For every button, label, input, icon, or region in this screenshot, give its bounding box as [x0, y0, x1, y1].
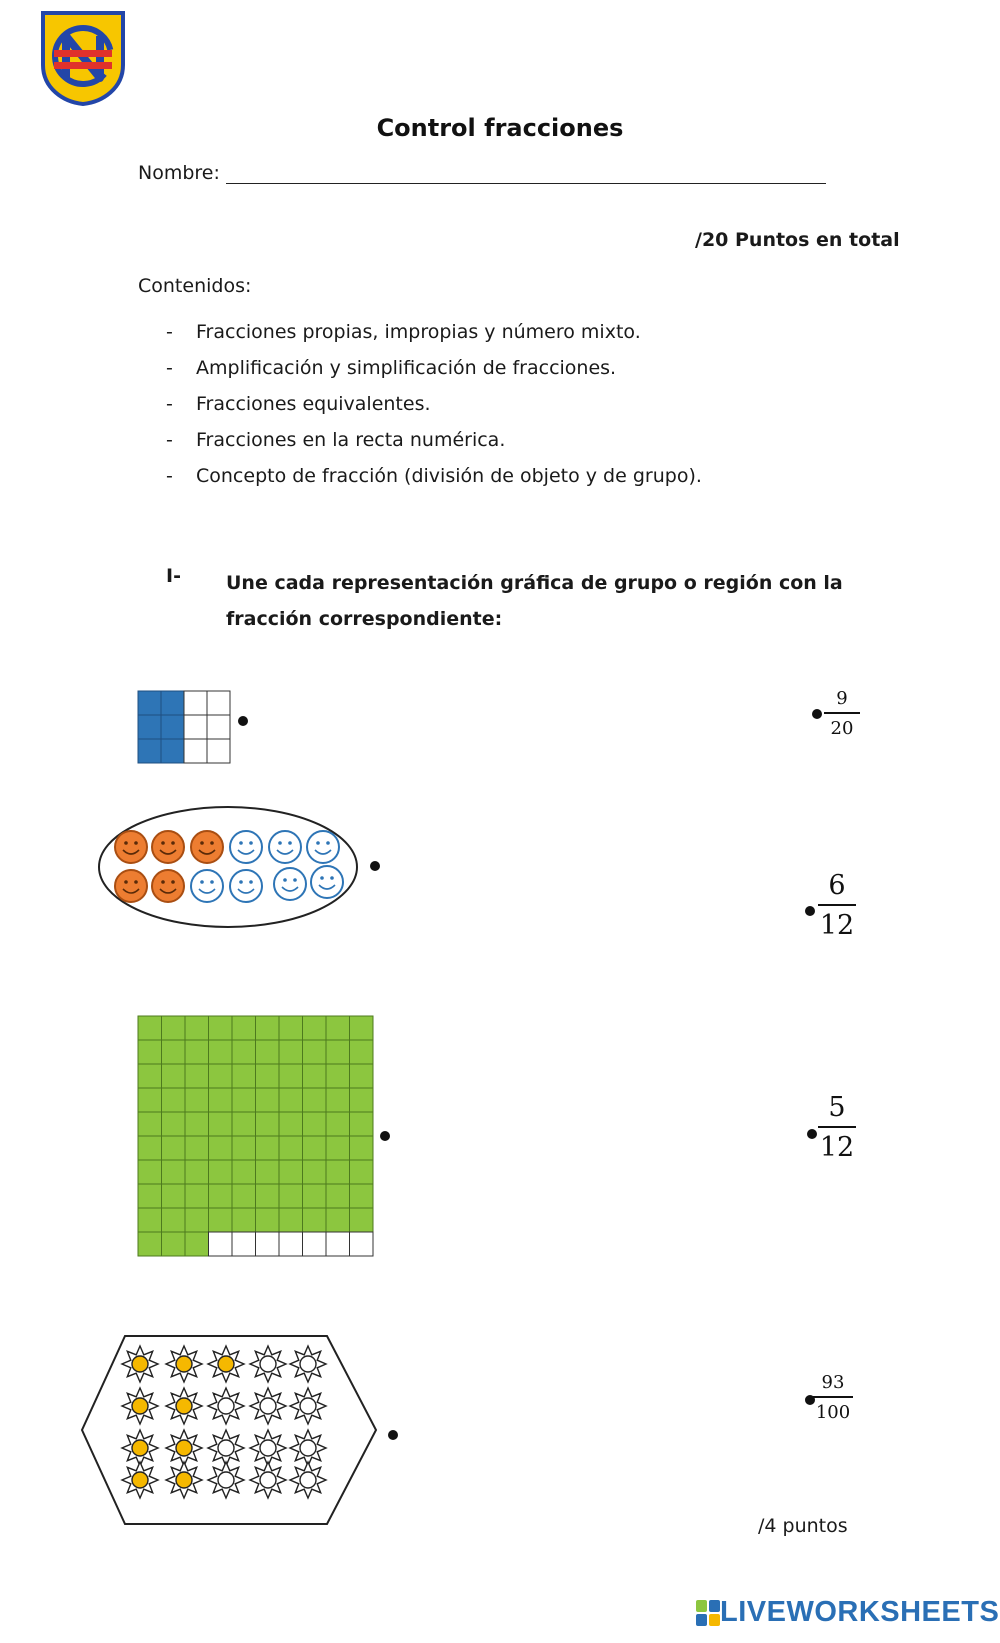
grid-cell-shaded [185, 1208, 209, 1232]
faces-figure [96, 804, 366, 934]
list-item [166, 350, 702, 386]
match-dot-right[interactable] [805, 906, 815, 916]
grid-cell-shaded [326, 1088, 350, 1112]
fraction-denominator: 12 [819, 909, 855, 941]
grid-cell-shaded [232, 1112, 256, 1136]
match-dot-right[interactable] [807, 1129, 817, 1139]
grid-cell-shaded [303, 1064, 327, 1088]
sun-icon-outline [290, 1462, 326, 1498]
fraction-numerator: 6 [828, 870, 846, 901]
grid-cell-shaded [232, 1040, 256, 1064]
grid-cell-shaded [185, 1232, 209, 1256]
grid-cell-shaded [209, 1112, 233, 1136]
grid-cell-shaded [138, 1016, 162, 1040]
sun-icon-outline [250, 1388, 286, 1424]
list-item [166, 458, 702, 494]
liveworksheets-logo [696, 1596, 999, 1629]
grid-cell-shaded [303, 1016, 327, 1040]
fraction-5-12 [818, 1092, 856, 1163]
fraction-numerator: 5 [828, 1092, 846, 1123]
grid-cell-shaded [162, 1184, 186, 1208]
grid-cell-shaded [256, 1136, 280, 1160]
grid-cell-shaded [256, 1184, 280, 1208]
grid-cell-shaded [185, 1064, 209, 1088]
suns-figure [80, 1334, 380, 1534]
grid-cell-shaded [279, 1064, 303, 1088]
grid-cell-shaded [279, 1040, 303, 1064]
grid-cell-shaded [303, 1184, 327, 1208]
list-item-text: Fracciones equivalentes. [196, 393, 431, 415]
fraction-denominator: 12 [819, 1131, 855, 1163]
grid-cell-shaded [185, 1184, 209, 1208]
smiley-icon-outline [230, 870, 262, 902]
fraction-denominator: 100 [815, 1401, 851, 1423]
question-number: I- [166, 565, 181, 587]
grid-cell-shaded [209, 1160, 233, 1184]
grid-cell-shaded [350, 1160, 374, 1184]
grid-cell [350, 1232, 374, 1256]
grid-cell-shaded [350, 1112, 374, 1136]
smiley-icon-outline [274, 868, 306, 900]
grid-cell-shaded [326, 1040, 350, 1064]
grid-cell-shaded [162, 1208, 186, 1232]
sun-icon-yellow [166, 1346, 202, 1382]
grid-cell-shaded [256, 1088, 280, 1112]
grid-cell [207, 691, 230, 715]
grid-cell-shaded [326, 1136, 350, 1160]
grid-cell-shaded [209, 1136, 233, 1160]
match-dot-right[interactable] [812, 709, 822, 719]
grid-cell-shaded [161, 691, 184, 715]
question-text: Une cada representación gráfica de grupo o región con la fracción correspondiente: [226, 572, 843, 630]
grid-cell [326, 1232, 350, 1256]
liveworksheets-icon [696, 1600, 720, 1626]
grid-cell-shaded [185, 1040, 209, 1064]
grid-cell-shaded [138, 1184, 162, 1208]
grid-cell [184, 739, 207, 763]
grid-cell-shaded [232, 1016, 256, 1040]
fraction-bar [818, 904, 856, 906]
smiley-icon-orange [115, 831, 147, 863]
list-item [166, 422, 702, 458]
grid-cell [207, 739, 230, 763]
grid-cell-shaded [232, 1208, 256, 1232]
sun-icon-yellow [122, 1462, 158, 1498]
contents-label: Contenidos: [138, 275, 252, 297]
smiley-icon-outline [191, 870, 223, 902]
fraction-6-12 [818, 870, 856, 941]
question-points: /4 puntos [758, 1515, 848, 1537]
hundred-grid-figure [137, 1015, 377, 1265]
fraction-9-20 [824, 688, 860, 739]
grid-cell-shaded [303, 1136, 327, 1160]
group-ellipse [99, 807, 357, 927]
grid-cell-shaded [138, 739, 161, 763]
grid-cell-shaded [256, 1112, 280, 1136]
total-points: /20 Puntos en total [695, 229, 900, 251]
match-dot-left[interactable] [388, 1430, 398, 1440]
grid-cell-shaded [303, 1088, 327, 1112]
grid-cell-shaded [185, 1088, 209, 1112]
grid-cell-shaded [138, 715, 161, 739]
grid-cell-shaded [138, 1112, 162, 1136]
grid-cell [207, 715, 230, 739]
match-dot-left[interactable] [380, 1131, 390, 1141]
grid-cell-shaded [279, 1136, 303, 1160]
grid-cell-shaded [138, 1088, 162, 1112]
list-item-text: Fracciones propias, impropias y número mixto. [196, 321, 641, 343]
grid-cell-shaded [303, 1208, 327, 1232]
grid-cell [303, 1232, 327, 1256]
grid-cell-shaded [326, 1208, 350, 1232]
smiley-icon-outline [311, 866, 343, 898]
grid-cell-shaded [138, 1064, 162, 1088]
grid-cell-shaded [138, 1232, 162, 1256]
smiley-icon-orange [191, 831, 223, 863]
grid-cell-shaded [232, 1160, 256, 1184]
grid-cell-shaded [138, 1208, 162, 1232]
grid-cell-shaded [279, 1088, 303, 1112]
grid-cell-shaded [279, 1184, 303, 1208]
name-label: Nombre: [138, 162, 220, 184]
sun-icon-outline [250, 1346, 286, 1382]
name-field [138, 162, 826, 184]
grid-cell-shaded [279, 1112, 303, 1136]
grid-cell-shaded [185, 1160, 209, 1184]
grid-cell-shaded [161, 739, 184, 763]
fraction-numerator: 9 [836, 688, 848, 709]
list-dash: - [166, 321, 173, 343]
list-item-text: Fracciones en la recta numérica. [196, 429, 506, 451]
grid-cell-shaded [350, 1088, 374, 1112]
fraction-bar [818, 1126, 856, 1128]
grid-cell-shaded [279, 1208, 303, 1232]
list-item [166, 386, 702, 422]
grid-cell-shaded [162, 1040, 186, 1064]
fraction-bar [813, 1396, 853, 1398]
grid-cell-shaded [162, 1016, 186, 1040]
list-dash: - [166, 429, 173, 451]
grid-cell-shaded [138, 1136, 162, 1160]
grid-cell-shaded [256, 1016, 280, 1040]
grid-cell-shaded [138, 1160, 162, 1184]
grid-cell-shaded [232, 1064, 256, 1088]
grid-cell [184, 715, 207, 739]
sun-icon-outline [290, 1346, 326, 1382]
grid-cell-shaded [209, 1184, 233, 1208]
fraction-denominator: 20 [830, 717, 854, 739]
grid-cell-shaded [256, 1064, 280, 1088]
fraction-numerator: 93 [821, 1372, 845, 1393]
grid-cell-shaded [256, 1160, 280, 1184]
sun-icon-outline [208, 1462, 244, 1498]
sun-icon-outline [208, 1388, 244, 1424]
grid-cell-shaded [303, 1112, 327, 1136]
list-dash: - [166, 357, 173, 379]
list-dash: - [166, 465, 173, 487]
grid-cell-shaded [303, 1040, 327, 1064]
grid-cell [184, 691, 207, 715]
grid-cell-shaded [326, 1184, 350, 1208]
grid-cell-shaded [232, 1088, 256, 1112]
smiley-icon-outline [230, 831, 262, 863]
sun-icon-outline [290, 1388, 326, 1424]
rect-grid-figure [137, 690, 237, 774]
grid-cell-shaded [256, 1040, 280, 1064]
grid-cell-shaded [185, 1016, 209, 1040]
sun-icon-outline [250, 1462, 286, 1498]
grid-cell-shaded [350, 1064, 374, 1088]
list-item-text: Concepto de fracción (división de objeto y de grupo). [196, 465, 702, 487]
smiley-icon-orange [152, 870, 184, 902]
match-dot-left[interactable] [370, 861, 380, 871]
grid-cell-shaded [326, 1160, 350, 1184]
grid-cell-shaded [209, 1064, 233, 1088]
grid-cell-shaded [350, 1136, 374, 1160]
grid-cell-shaded [350, 1040, 374, 1064]
grid-cell [279, 1232, 303, 1256]
grid-cell [209, 1232, 233, 1256]
grid-cell-shaded [326, 1064, 350, 1088]
grid-cell-shaded [162, 1064, 186, 1088]
grid-cell-shaded [279, 1016, 303, 1040]
grid-cell-shaded [326, 1016, 350, 1040]
sun-icon-yellow [122, 1346, 158, 1382]
smiley-icon-orange [115, 870, 147, 902]
grid-cell-shaded [185, 1112, 209, 1136]
grid-cell-shaded [162, 1112, 186, 1136]
grid-cell [232, 1232, 256, 1256]
grid-cell-shaded [232, 1184, 256, 1208]
sun-icon-yellow [122, 1388, 158, 1424]
page-title: Control fracciones [376, 114, 624, 142]
grid-cell-shaded [303, 1160, 327, 1184]
grid-cell-shaded [209, 1040, 233, 1064]
sun-icon-yellow [166, 1462, 202, 1498]
sun-icon-yellow [166, 1388, 202, 1424]
list-item [166, 314, 702, 350]
grid-cell-shaded [162, 1160, 186, 1184]
fraction-93-100 [813, 1372, 853, 1423]
grid-cell-shaded [162, 1232, 186, 1256]
grid-cell-shaded [138, 691, 161, 715]
smiley-icon-outline [269, 831, 301, 863]
grid-cell-shaded [350, 1184, 374, 1208]
grid-cell-shaded [279, 1160, 303, 1184]
school-logo [40, 10, 126, 106]
match-dot-left[interactable] [238, 716, 248, 726]
grid-cell-shaded [185, 1136, 209, 1160]
liveworksheets-wordmark: LIVEWORKSHEETS [720, 1596, 1000, 1628]
grid-cell-shaded [232, 1136, 256, 1160]
fraction-bar [824, 712, 860, 714]
list-item-text: Amplificación y simplificación de fracciones. [196, 357, 617, 379]
contents-list [166, 314, 702, 494]
smiley-icon-outline [307, 831, 339, 863]
grid-cell-shaded [256, 1208, 280, 1232]
grid-cell-shaded [209, 1016, 233, 1040]
grid-cell-shaded [326, 1112, 350, 1136]
grid-cell [256, 1232, 280, 1256]
grid-cell-shaded [350, 1016, 374, 1040]
sun-icon-yellow [208, 1346, 244, 1382]
grid-cell-shaded [162, 1088, 186, 1112]
list-dash: - [166, 393, 173, 415]
smiley-icon-orange [152, 831, 184, 863]
grid-cell-shaded [209, 1088, 233, 1112]
grid-cell-shaded [161, 715, 184, 739]
grid-cell-shaded [138, 1040, 162, 1064]
grid-cell-shaded [162, 1136, 186, 1160]
name-input-line[interactable] [226, 165, 826, 184]
grid-cell-shaded [350, 1208, 374, 1232]
grid-cell-shaded [209, 1208, 233, 1232]
